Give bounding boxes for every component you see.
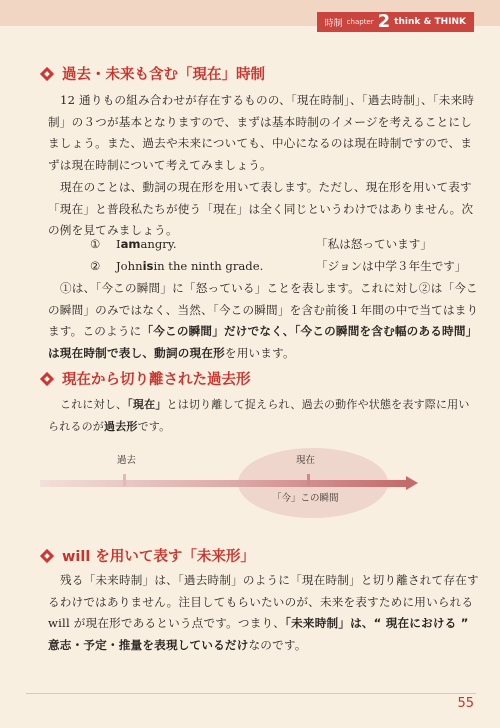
example-rest: in the ninth grade. [153,259,264,273]
past-tick [123,474,126,486]
s2-emphasis: 過去形 [104,419,138,433]
section3-title: will を用いて表す「未来形」 [62,549,255,565]
section2-heading [40,368,251,389]
s3-text-end: なのです。 [248,637,307,652]
p3-text-end: を用います。 [224,345,295,360]
chapter-header [317,12,474,32]
example-subject: I [116,237,121,251]
s2-text: とは切り離して捉えられ、過去の動作や状態を表す際に用いられるのが [48,398,470,433]
section1-title: 過去・未来も含む「現在」時制 [62,67,265,83]
section2-title: 現在から切り離された過去形 [62,372,251,388]
timeline-diagram [40,448,460,518]
example-verb: am [120,237,141,251]
section1-paragraph1: 12 通りもの組み合わせが存在するものの、「現在時制」、「過去時制」、「未来時制」の３つが基本となりますので、まずは基本時制のイメージを考えることにしましょう。また、過去や未来についても、中心になるのは現在時制ですので、まずは現在時制について考えてみましょう。 [48,93,475,172]
example-verb: is [142,259,154,273]
diamond-bullet-icon [40,67,54,81]
section3-paragraph [48,570,480,656]
footer-divider [26,693,476,694]
header-section: 時制 [324,18,343,29]
section1-paragraph2: 現在のことは、動詞の現在形を用いて表します。ただし、現在形を用いて表す「現在」と普段私たちが使う「現在」は全く同じというわけではありません。次の例を見てみましょう。 [48,180,474,237]
header-chapter-label: chapter [346,18,374,26]
example-translation: 「ジョンは中学３年生です」 [316,259,467,273]
s3-text: 残る「未来時制」は、「過去時制」のように「現在時制」と切り離されて存在するわけではありません。注目してもらいたいのが、未来を表すために用いられる will が現在形であるという点です。つまり、 [48,573,479,630]
s3-emphasis: 「未来時制」は、“ 現在における ” 意志・予定・推量を表現しているだけ [48,616,469,652]
now-label: 「今」この瞬間 [272,493,339,504]
section1-paragraph3 [48,278,480,364]
s2-emphasis: 「現在」 [127,398,167,411]
p3-text: ①は、「今この瞬間」に「怒っている」ことを表します。これに対し②は「今この瞬間」のみではなく、当然、「今この瞬間」を含む前後１年間の中で当てはまります。このように [48,281,479,338]
section2-paragraph [48,394,480,437]
section3-heading [40,545,255,566]
present-tick [307,474,310,486]
header-chapter-number: 2 [377,11,391,32]
timeline-arrow-bar [40,480,408,487]
example-row [90,236,432,252]
example-translation: 「私は怒っています」 [316,237,432,251]
diamond-bullet-icon [40,549,54,563]
diamond-bullet-icon [40,372,54,386]
p3-emphasis: 「今この瞬間」だけでなく、「今この瞬間を含む幅のある時間」は現在時制で表し、動詞の現在形 [48,324,478,360]
example-number: ② [90,259,101,273]
past-label: 過去 [117,455,137,466]
header-chapter-title: think & THINK [394,17,466,27]
timeline-arrowhead [406,476,418,490]
s2-text: これに対し、 [60,398,128,411]
example-subject: John [116,259,143,273]
page-number: 55 [457,696,474,711]
present-label: 現在 [296,455,316,466]
example-row [90,258,467,274]
s2-text: です。 [137,419,171,433]
example-rest: angry. [140,237,177,251]
example-number: ① [90,237,101,251]
section1-heading [40,63,265,84]
